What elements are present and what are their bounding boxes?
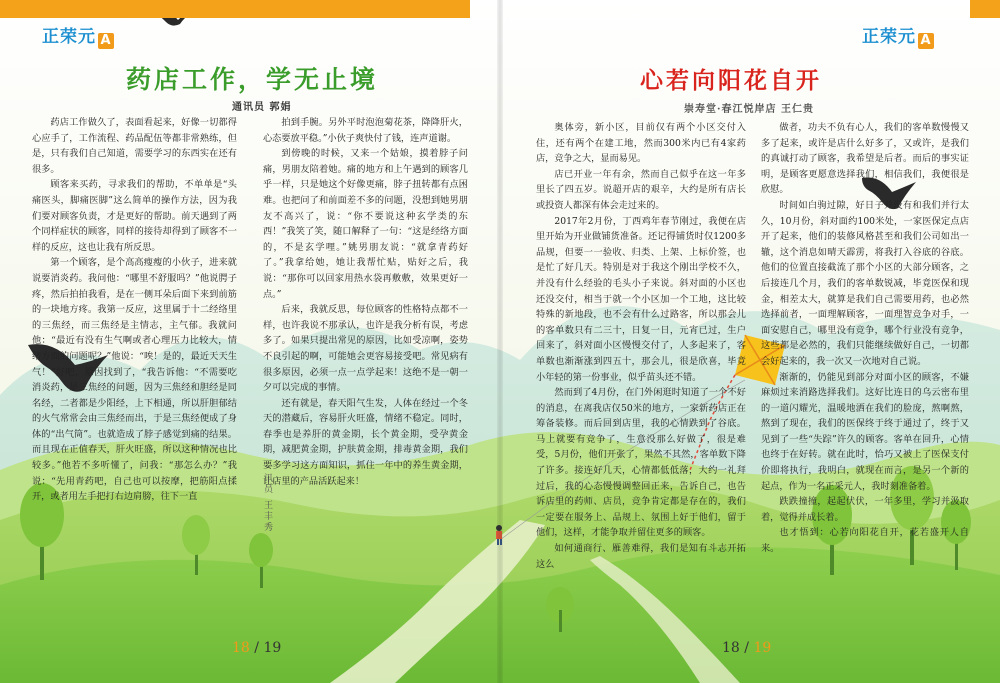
article-title: 心若向阳花自开 (640, 68, 822, 94)
paragraph: 第一个顾客，是个高高瘦瘦的小伙子，进来就说要消炎药。我问他：“哪里不舒服吗？”他说腭子疼，然后拍拍我看，是在一侧耳朵后面下来到前筋的一块地方疼。我第一反应，这里属于十二经络里的三焦经，而三焦经是主情志，主气郁。我就问他：“最近有没有生气啊或者心理压力比较大，情绪方面的问题呢？”他说：“唉！是的，最近天天生气！”好吧，原因找到了，“我告诉他：“不需要吃消炎药，是三焦经的问题，因为三焦经和胆经是同名经，二者都是少阳经，上下相通，所以肝胆郁结的火气常常会由三焦经而出，于是三焦经便成了身体的“出气筒”。也就造成了脖子感觉到痛的结果。而且现在正值春天，肝火旺盛，所以这种情况也比较多。”他若不多听懂了，问我：“那怎么办？”我说：“先用青药吧，自己也可以按摩，把筋阳点揉开，或者用左手把打右边肩膀，往下一直 (32, 257, 237, 503)
brand-logo (862, 22, 934, 49)
article-byline: 通讯员 郭娟 (232, 102, 292, 113)
paragraph: 到傍晚的时候，又来一个姑娘，摸着脖子问痛，男朋友陪着她。痛的地方和上午遇到的顾客几乎一样，只是她这个好像更痛，脖子扭转都有点困难。也把问了和前面差不多的问题，没想到她男朋友不高兴了，说：“你不要说这种玄学类的东西！”我笑了笑，随口解释了一句：“这是经络方面的，不是玄学哩。”姚男朋友说：“就拿青药好了。”我拿给她，她让我帮忙贴，贴好之后，我说：“那你可以回家用热水袋再敷敷，效果更好一点。” (263, 148, 468, 300)
logo-text: 正荣元 (42, 27, 96, 47)
logo-mark-icon: A (918, 33, 934, 49)
article-column-2 (761, 120, 969, 557)
page-number: 18 / 19 (722, 640, 772, 656)
right-page (500, 0, 1000, 683)
paragraph: 顾客来买药，寻求我们的帮助，不单单是“头痛医头，脚痛医脚”这么简单的操作方法，因为我们要对顾客负责，才是更好的帮助。前天遇到了两个同样症状的顾客，同样的接待却得到了顾客不一样的反应，这也让我有所反思。 (32, 179, 237, 253)
logo-mark-icon: A (98, 33, 114, 49)
article-column-1 (536, 120, 746, 572)
paragraph: 店已开业一年有余，然而自己似乎在这一年多里长了四五岁。说超开店的艰辛，大约是所有店长或投资人都深有体会走过来的。 (536, 168, 746, 211)
page-number-current: 18 (232, 640, 250, 656)
article-title: 药店工作，学无止境 (126, 65, 379, 94)
article-column-2 (263, 115, 468, 489)
paragraph: 后来，我就反思，每位顾客的性格特点都不一样，也许我说不那承认，也许是我分析有误，考虑多了。如果只提出常见的原因，比如受凉啊，姿势不良引起的啊，可能她会更容易接受吧。常见病有很多原因，必须一点一点学起来！这绝不是一朝一夕可以完成的事情。 (263, 304, 468, 394)
top-accent-bar (970, 0, 1000, 18)
brand-logo (42, 22, 114, 49)
top-accent-bar (0, 0, 470, 18)
logo-text: 正荣元 (862, 27, 916, 47)
paragraph: 拍到手腕。另外平时泡泡菊花茶，降降肝火，心态要放平稳。”小伙子爽快付了钱，连声道谢。 (263, 117, 468, 144)
paragraph: 时间如白驹过隙，好日子并没有和我们并行太久，10月份，斜对面约100米处，一家医保定点店开了起来，他们的装修风格甚至和我们公司如出一辙，这个消息如晴天霹雳，将我打入谷底的谷底。他们的位置直接截流了那个小区的大部分顾客，之后接连几个月，我们的客单数锐减，毕竟医保和现金，相差太大，就算是我们自己需要用药，也必然选择前者，一面理解顾客，一面理智竞争对手，一面安慰自己，哪里没有竞争，哪个行业没有竞争，这些都是必然的，我们只能继续做好自己，一切都会好起来的，我一次又一次地对自己说。 (761, 199, 969, 367)
page-number: 18 / 19 (232, 640, 282, 656)
page-number-current: 18 (722, 640, 740, 656)
paragraph: 药店工作做久了，表面看起来，好像一切都得心应手了，工作流程、药品配伍等都非常熟练，但是，只有我们自己知道，需要学习的东西实在还有很多。 (32, 117, 237, 175)
paragraph: 渐渐的，仍能见到部分对面小区的顾客，不嫌麻烦过来消路选择我们。这好比连日的乌云密布里的一道闪耀光，温暖地洒在我们的脸庞，熬啊熬，熬到了现在，我们的医保终于终于通过了，终于又见到了一些“失踪”许久的顾客。客单在回升，心情也终于在好转。就在此时，恰巧又被上了医保支付价即将执行，我明白，就现在而言，是另一个新的起点，作为一名正采元人，我时刻准备着。 (761, 371, 969, 492)
paragraph: 做者，功夫不负有心人，我们的客单数慢慢又多了起来，或许是店什么好多了，又或许，是我们的真诚打动了顾客，我希望是后者。而后的事实证明，是顾客更愿意选择我们，相信我们，我便很是欣慰。 (761, 122, 969, 196)
page-number-other: 19 (753, 640, 772, 656)
article-byline: 崇寿堂·春江悦岸店 王仁贵 (684, 104, 814, 115)
paragraph: 然而到了4月份，在门外闲逛时知道了一个不好的消息，在离我店仅50米的地方，一家新药店正在筹备装修。而后回到店里，我的心情跌到了谷底。马上就要有竞争了，生意没那么好做了，很是难受，5月份，他们开张了，果然不其然，客单数下降了许多。接连好几天，心情都低低落，大约一礼拜过后，我的心态慢慢调整回正来，告诉自己，也告诉店里的药师、店员，竞争肯定都是存在的，我们一定要在服务上、品规上、氛围上好于他们，留于他们，这样，才能争取并留住更多的顾客。 (536, 387, 746, 539)
article-column-1 (32, 115, 237, 505)
paragraph: 如何通商行、雁善难得，我们是知有斗志开拓这么 (536, 543, 746, 570)
paragraph: 也才悟到：心若向阳花自开，花若盛开人自来。 (761, 527, 969, 555)
page-number-other: 19 (263, 640, 282, 656)
vertical-note: 一讯员 王丰秀 (262, 462, 272, 533)
paragraph: 奥体旁，新小区，目前仅有两个小区交付入住，还有两个在建工地，然而300米内已有4家药店，竞争之大，显而易见。 (536, 122, 746, 165)
paragraph: 2017年2月份，丁西鸡年春节刚过，我便在店里开始为开业做铺货准备。还记得铺货时仅1200多品规，但要一一验收、归类、上架、上标价签，也是忙了好几天。特别是对于我这个刚出学校不久，并没有什么经验的毛头小子来说。斜对面的小区也还没交付，相当于就一个小区加一个工地，这比较特殊的新地段，也不会有什么过路客，所以那会儿的客单数只有二三十，日复一日，元宵已过，生户回来了，斜对面小区慢慢交付了，人多起来了，客单数也渐渐涨到四五十，那会儿，很是欣喜，毕竟小年轻的第一份事业，似乎苗头还不错。 (536, 215, 746, 383)
paragraph: 还有就是，春天阳气生发，人体在经过一个冬天的潜藏后，容易肝火旺盛，情绪不稳定。同时，春季也是养肝的黄金期，长个黄金期，受孕黄金期，减肥黄金期，护肤黄金期，排毒黄金期，我们要多学习这方面知识，抓住一年中的养生黄金期，让店里的产品活跃起来！ (263, 397, 468, 487)
paragraph: 跌跌撞撞，起起伏伏，一年多里，学习并汲取着，觉得并成长着。 (761, 496, 969, 523)
